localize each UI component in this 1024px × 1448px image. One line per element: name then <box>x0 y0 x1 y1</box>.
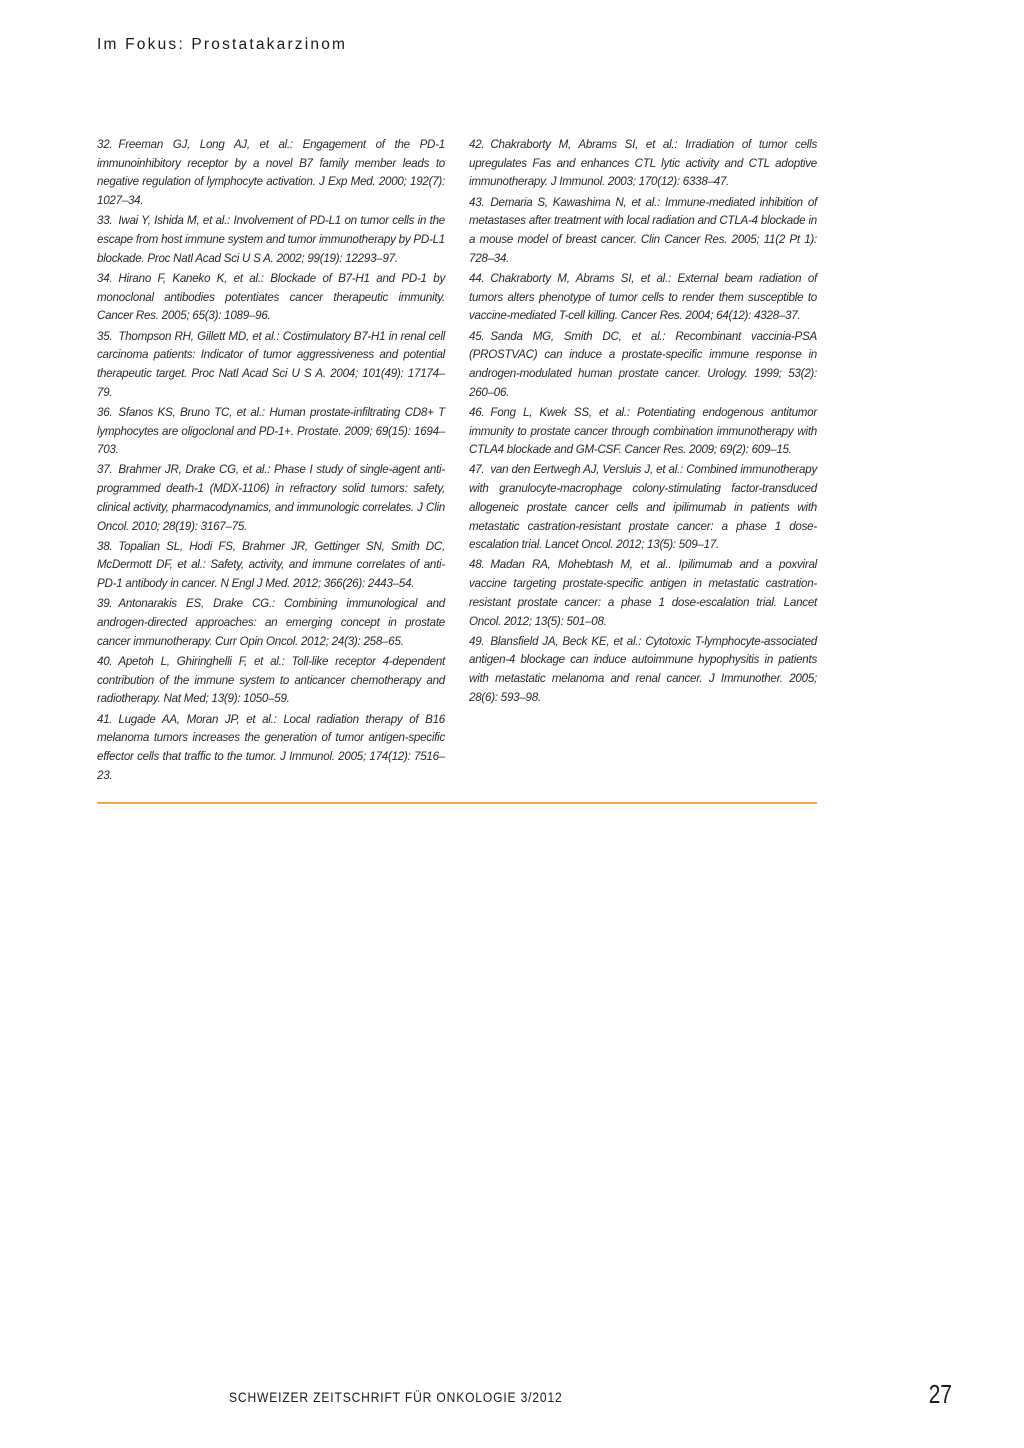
reference-item <box>469 461 817 555</box>
reference-text: Thompson RH, Gillett MD, et al.: Costimulatory B7-H1 in renal cell carcinoma patients: Indicator of tumor aggressiveness and potential therapeutic target. Proc Natl Acad Sci U S A. 2004; 101(49): 17174–79. <box>97 329 445 399</box>
reference-number: 48. <box>469 558 485 572</box>
page-number: 27 <box>928 1379 952 1409</box>
reference-item <box>97 711 445 786</box>
reference-number: 42. <box>469 138 485 151</box>
reference-text: Iwai Y, Ishida M, et al.: Involvement of PD-L1 on tumor cells in the escape from host immune system and tumor immunotherapy by PD-L1 blockade. Proc Natl Acad Sci U S A. 2002; 99(19): 12293–97. <box>97 214 445 265</box>
reference-text: Freeman GJ, Long AJ, et al.: Engagement of the PD-1 immunoinhibitory receptor by a novel B7 family member leads to negative regulation of lymphocyte activation. J Exp Med. 2000; 192(7): 1027–34. <box>97 138 445 208</box>
reference-number: 33. <box>97 214 113 228</box>
reference-text: Madan RA, Mohebtash M, et al.. Ipilimumab and a poxviral vaccine targeting prostate-specific antigen in metastatic castration-resistant prostate cancer: a phase 1 dose-escalation trial. Lancet Oncol. 2012; 13(5): 501–08. <box>469 558 817 628</box>
reference-item <box>469 633 817 708</box>
reference-text: Sfanos KS, Bruno TC, et al.: Human prostate-infiltrating CD8+ T lymphocytes are oligoclonal and PD-1+. Prostate. 2009; 69(15): 1694–703. <box>97 405 445 457</box>
reference-text: Topalian SL, Hodi FS, Brahmer JR, Gettinger SN, Smith DC, McDermott DF, et al.: Safety, activity, and immune correlates of anti-PD-1 antibody in cancer. N Engl J Med. 2012; 366(26): 2443–54. <box>97 539 445 591</box>
reference-number: 44. <box>469 271 485 285</box>
reference-text: Sanda MG, Smith DC, et al.: Recombinant vaccinia-PSA (PROSTVAC) can induce a prostate-specific immune response in androgen-modulated human prostate cancer. Urology. 1999; 53(2): 260–06. <box>469 329 817 399</box>
reference-item <box>469 556 817 631</box>
reference-item <box>97 328 445 403</box>
reference-text: Hirano F, Kaneko K, et al.: Blockade of B7-H1 and PD-1 by monoclonal antibodies potentiates cancer therapeutic immunity. Cancer Res. 2005; 65(3): 1089–96. <box>97 271 445 323</box>
reference-text: van den Eertwegh AJ, Versluis J, et al.: Combined immunotherapy with granulocyte-macrophage colony-stimulating factor-transduced allogeneic prostate cancer cells and ipilimumab in patients with metastatic castration-resistant prostate cancer: a phase 1 dose-escalation trial. Lancet Oncol. 2012; 13(5): 509–17. <box>469 463 817 552</box>
reference-item <box>97 136 445 211</box>
section-divider <box>97 802 817 804</box>
reference-number: 32. <box>97 138 113 151</box>
reference-item <box>97 404 445 460</box>
reference-number: 40. <box>97 654 113 668</box>
reference-number: 38. <box>97 539 113 553</box>
reference-item <box>97 653 445 709</box>
reference-item <box>469 194 817 269</box>
reference-item <box>97 270 445 326</box>
reference-item <box>469 328 817 403</box>
reference-text: Demaria S, Kawashima N, et al.: Immune-mediated inhibition of metastases after treatment with local radiation and CTLA-4 blockade in a mouse model of breast cancer. Clin Cancer Res. 2005; 11(2 Pt 1): 728–34. <box>469 195 817 265</box>
reference-number: 47. <box>469 463 485 477</box>
reference-item <box>97 595 445 651</box>
reference-text: Chakraborty M, Abrams SI, et al.: External beam radiation of tumors alters phenotype of tumor cells to render them susceptible to vaccine-mediated T-cell killing. Cancer Res. 2004; 64(12): 4328–37. <box>469 271 817 323</box>
reference-number: 36. <box>97 405 113 419</box>
reference-text: Chakraborty M, Abrams SI, et al.: Irradiation of tumor cells upregulates Fas and enhances CTL lytic activity and CTL adoptive immunotherapy. J Immunol. 2003; 170(12): 6338–47. <box>469 138 817 189</box>
reference-item <box>97 212 445 268</box>
reference-item <box>469 270 817 326</box>
reference-number: 34. <box>97 271 113 285</box>
reference-text: Lugade AA, Moran JP, et al.: Local radiation therapy of B16 melanoma tumors increases the generation of tumor antigen-specific effector cells that traffic to the tumor. J Immunol. 2005; 174(12): 7516–23. <box>97 712 445 782</box>
reference-item <box>97 538 445 594</box>
reference-item <box>97 461 445 536</box>
reference-list <box>97 136 817 790</box>
reference-item <box>469 404 817 460</box>
reference-number: 46. <box>469 405 485 419</box>
reference-number: 41. <box>97 712 113 726</box>
reference-number: 39. <box>97 597 113 611</box>
reference-text: Antonarakis ES, Drake CG.: Combining immunological and androgen-directed approaches: an emerging concept in prostate cancer immunotherapy. Curr Opin Oncol. 2012; 24(3): 258–65. <box>97 597 445 648</box>
running-header: Im Fokus: Prostatakarzinom <box>97 36 348 53</box>
reference-text: Brahmer JR, Drake CG, et al.: Phase I study of single-agent anti-programmed death-1 (MDX-1106) in refractory solid tumors: safety, clinical activity, pharmacodynamics, and immunologic correlates. J Clin Oncol. 2010; 28(19): 3167–75. <box>97 463 445 533</box>
reference-number: 43. <box>469 195 485 209</box>
reference-text: Apetoh L, Ghiringhelli F, et al.: Toll-like receptor 4-dependent contribution of the immune system to anticancer chemotherapy and radiotherapy. Nat Med; 13(9): 1050–59. <box>97 654 445 706</box>
reference-text: Blansfield JA, Beck KE, et al.: Cytotoxic T-lymphocyte-associated antigen-4 blockage can induce autoimmune hypophysitis in patients with metastatic melanoma and renal cancer. J Immunother. 2005; 28(6): 593–98. <box>469 634 817 704</box>
reference-number: 49. <box>469 634 485 648</box>
journal-footer: SCHWEIZER ZEITSCHRIFT FÜR ONKOLOGIE 3/2012 <box>229 1389 563 1405</box>
reference-text: Fong L, Kwek SS, et al.: Potentiating endogenous antitumor immunity to prostate cancer through combination immunotherapy with CTLA4 blockade and GM-CSF. Cancer Res. 2009; 69(2): 609–15. <box>469 405 817 457</box>
reference-number: 37. <box>97 463 113 477</box>
reference-item <box>469 136 817 192</box>
reference-number: 35. <box>97 329 113 343</box>
reference-number: 45. <box>469 329 485 343</box>
